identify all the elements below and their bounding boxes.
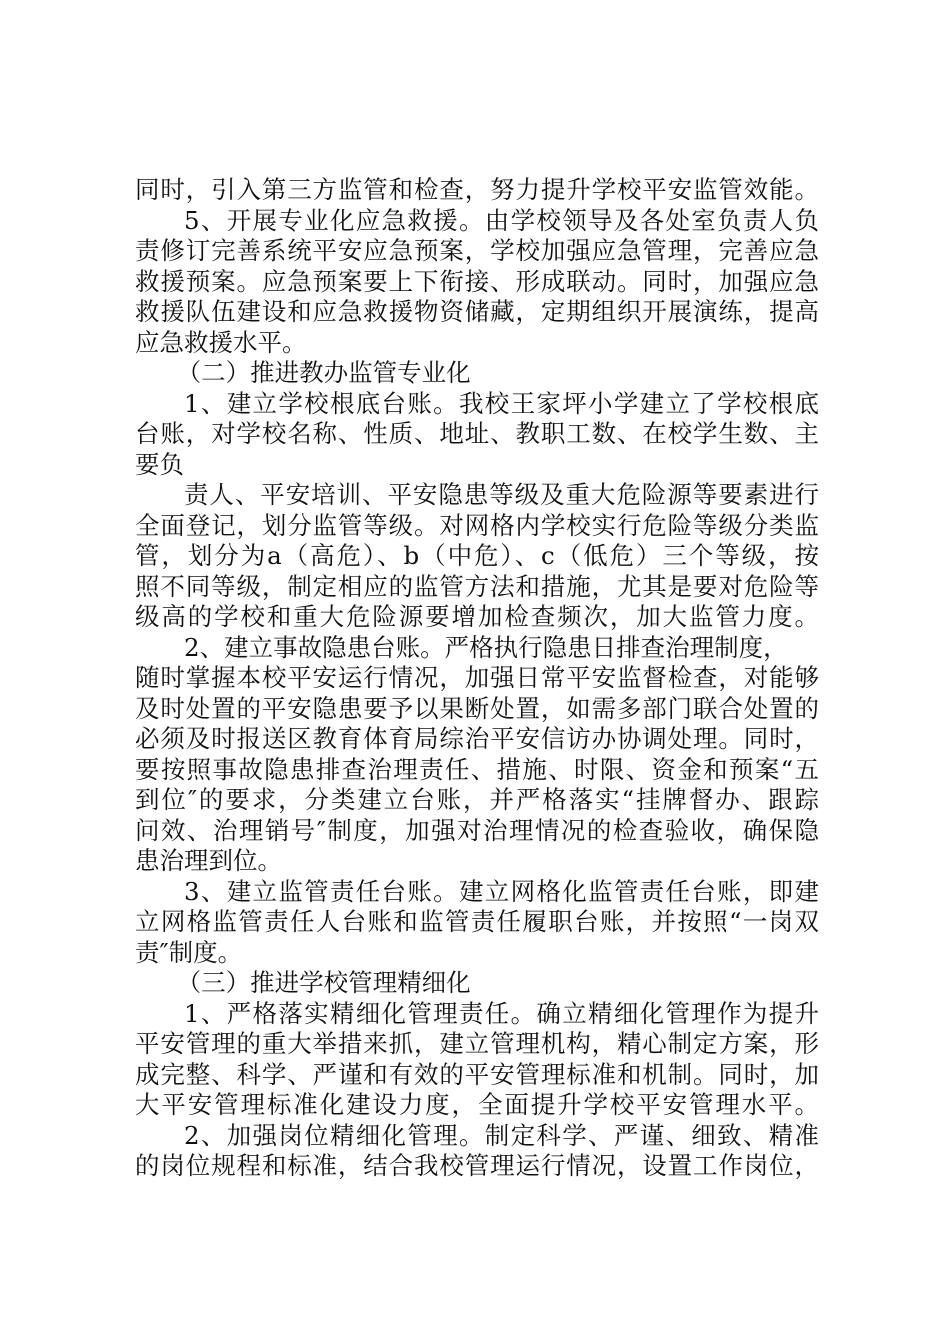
text-line: 随时掌握本校平安运行情况，加强日常平安监督检查，对能够 — [135, 663, 819, 692]
text-line: 患治理到位。 — [135, 846, 282, 875]
text-line: 照不同等级，制定相应的监管方法和措施，尤其是要对危险等 — [135, 571, 819, 601]
text-line: 责″制度。 — [135, 937, 243, 967]
text-line: 要负 — [135, 449, 184, 479]
text-line: 全面登记，划分监管等级。对网格内学校实行危险等级分类监 — [135, 510, 819, 540]
text-line: 级高的学校和重大危险源要增加检查频次，加大监管力度。 — [135, 602, 819, 631]
text-line: 大平安管理标准化建设力度，全面提升学校平安管理水平。 — [135, 1090, 819, 1119]
text-line: 1、严格落实精细化管理责任。确立精细化管理作为提升 — [184, 998, 819, 1028]
section-heading: （二）推进教办监管专业化 — [176, 358, 471, 387]
text-line: 成完整、科学、严谨和有效的平安管理标准和机制。同时，加 — [135, 1059, 819, 1089]
text-line: 台账，对学校名称、性质、地址、教职工数、在校学生数、主 — [135, 419, 819, 448]
text-line: 1、建立学校根底台账。我校王家坪小学建立了学校根底 — [184, 388, 819, 418]
text-line: 管，划分为a（高危）、b（中危）、c（低危）三个等级，按 — [135, 541, 819, 570]
text-line: 的岗位规程和标准，结合我校管理运行情况，设置工作岗位， — [135, 1151, 819, 1180]
text-line: 及时处置的平安隐患要予以果断处置，如需多部门联合处置的 — [135, 693, 819, 723]
text-line: 责修订完善系统平安应急预案，学校加强应急管理，完善应急 — [135, 236, 819, 265]
text-line: 救援队伍建设和应急救援物资储藏，定期组织开展演练，提高 — [135, 297, 819, 326]
text-line: 问效、治理销号″制度，加强对治理情况的检查验收，确保隐 — [135, 815, 819, 845]
text-line: 要按照事故隐患排查治理责任、措施、时限、资金和预案“五 — [135, 754, 819, 784]
text-line: 立网格监管责任人台账和监管责任履职台账，并按照“一岗双 — [135, 907, 819, 936]
text-line: 救援预案。应急预案要上下衔接、形成联动。同时，加强应急 — [135, 266, 819, 296]
section-heading: （三）推进学校管理精细化 — [176, 968, 471, 997]
text-line: 同时，引入第三方监管和检查，努力提升学校平安监管效能。 — [135, 175, 819, 204]
text-line: 5、开展专业化应急救援。由学校领导及各处室负责人负 — [184, 205, 819, 235]
text-line: 到位″的要求，分类建立台账，并严格落实“挂牌督办、跟踪 — [135, 785, 819, 814]
text-line: 2、建立事故隐患台账。严格执行隐患日排查治理制度， — [184, 632, 788, 662]
text-line: 2、加强岗位精细化管理。制定科学、严谨、细致、精准 — [184, 1120, 819, 1150]
text-line: 3、建立监管责任台账。建立网格化监管责任台账，即建 — [184, 876, 819, 906]
text-line: 必须及时报送区教育体育局综治平安信访办协调处理。同时， — [135, 724, 819, 753]
document-body — [135, 175, 819, 1182]
text-line: 责人、平安培训、平安隐患等级及重大危险源等要素进行 — [184, 480, 819, 509]
text-line: 应急救援水平。 — [135, 327, 307, 357]
text-line: 平安管理的重大举措来抓，建立管理机构，精心制定方案，形 — [135, 1029, 819, 1058]
